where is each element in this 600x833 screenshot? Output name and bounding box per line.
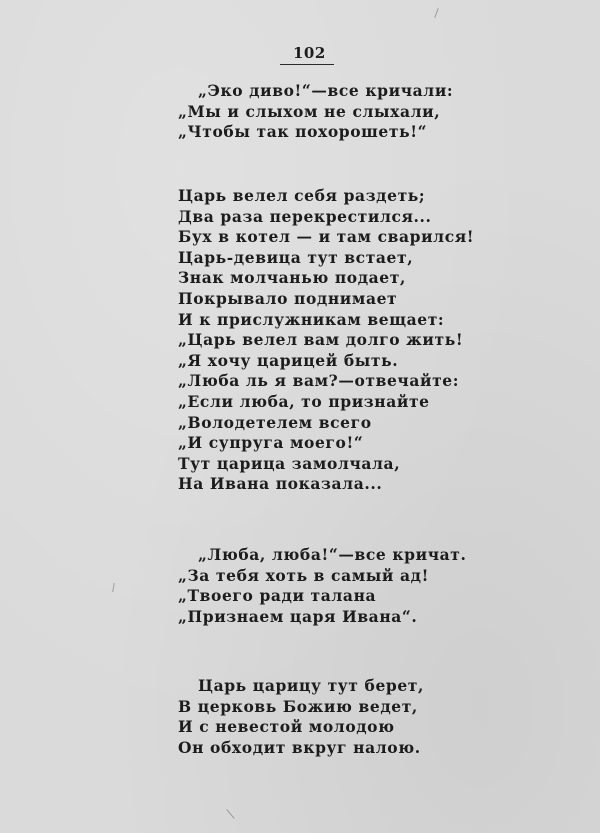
verse-line: „За тебя хоть в самый ад! — [178, 565, 430, 585]
verse-line: „Люба, люба!“—все кричат. — [198, 545, 467, 564]
verse-line: Он обходит вкруг налою. — [178, 737, 421, 757]
paper-scratch-mark — [434, 8, 438, 18]
verse-line: Покрывало поднимает — [178, 288, 398, 308]
verse-line: „Мы и слыхом не слыхали, — [178, 101, 441, 121]
verse-line: „Признаем царя Ивана“. — [178, 606, 418, 626]
verse-line: „Чтобы так похорошеть!“ — [178, 122, 428, 142]
paper-scratch-mark — [226, 809, 234, 819]
verse-line: Два раза перекрестился... — [178, 206, 432, 226]
stanza-2 — [178, 186, 474, 495]
stanza-3 — [178, 545, 467, 627]
verse-line: Царь царицу тут берет, — [198, 676, 424, 695]
stanza-4 — [178, 676, 424, 758]
verse-line: Царь-девица тут встает, — [178, 247, 414, 267]
verse-line: „Если люба, то признайте — [178, 391, 430, 411]
verse-line: Царь велел себя раздеть; — [178, 186, 426, 205]
verse-line: „Володетелем всего — [178, 412, 372, 432]
verse-line: „Эко диво!“—все кричали: — [198, 81, 454, 100]
stanza-1 — [178, 81, 453, 143]
page-number: 102 — [293, 44, 326, 62]
verse-line: „Люба ль я вам?—отвечайте: — [178, 371, 460, 391]
verse-line: „Твоего ради талана — [178, 586, 377, 606]
verse-line: В церковь Божию ведет, — [178, 696, 418, 716]
verse-line: И к прислужникам вещает: — [178, 309, 445, 329]
paper-scratch-mark — [112, 583, 115, 592]
verse-line: Знак молчанью подает, — [178, 268, 406, 288]
verse-line: „Я хочу царицей быть. — [178, 350, 399, 370]
verse-line: Бух в котел — и там сварился! — [178, 227, 475, 247]
verse-line: Тут царица замолчала, — [178, 453, 401, 473]
verse-line: На Ивана показала... — [178, 474, 383, 494]
verse-line: „Царь велел вам долго жить! — [178, 330, 464, 350]
page-number-rule — [280, 64, 334, 65]
verse-line: „И супруга моего!“ — [178, 433, 364, 453]
verse-line: И с невестой молодою — [178, 717, 395, 737]
